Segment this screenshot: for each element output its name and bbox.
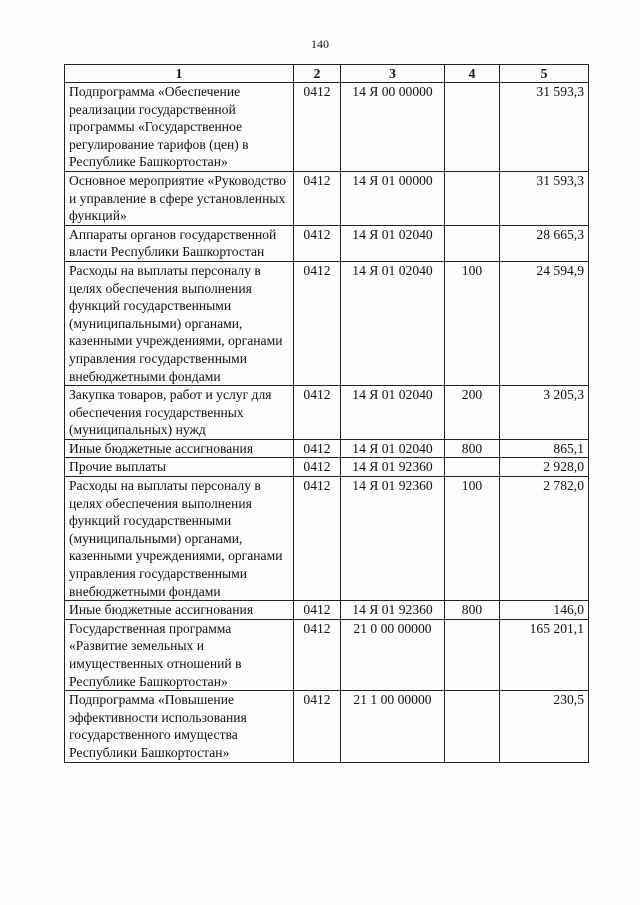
row-name: Основное мероприятие «Руководство и управление в сфере установленных функций»: [65, 171, 294, 225]
row-expense-type: [445, 619, 500, 690]
row-target-code: 14 Я 01 00000: [341, 171, 445, 225]
row-target-code: 14 Я 01 92360: [341, 601, 445, 620]
table-row: [65, 83, 589, 172]
row-section-code: 0412: [294, 458, 341, 477]
row-name: Государственная программа «Развитие земельных и имущественных отношений в Республике Башкортостан»: [65, 619, 294, 690]
row-name: Аппараты органов государственной власти Республики Башкортостан: [65, 225, 294, 261]
row-expense-type: 800: [445, 601, 500, 620]
row-target-code: 14 Я 01 92360: [341, 477, 445, 601]
row-amount: 2 782,0: [500, 477, 589, 601]
table-row: [65, 619, 589, 690]
row-target-code: 14 Я 01 02040: [341, 261, 445, 385]
row-expense-type: 100: [445, 477, 500, 601]
row-expense-type: [445, 171, 500, 225]
row-amount: 146,0: [500, 601, 589, 620]
header-col-4: 4: [445, 65, 500, 83]
row-amount: 2 928,0: [500, 458, 589, 477]
row-amount: 28 665,3: [500, 225, 589, 261]
row-amount: 31 593,3: [500, 83, 589, 172]
row-amount: 165 201,1: [500, 619, 589, 690]
row-expense-type: [445, 691, 500, 762]
row-name: Иные бюджетные ассигнования: [65, 601, 294, 620]
row-expense-type: 200: [445, 386, 500, 440]
table-row: [65, 171, 589, 225]
table-row: [65, 601, 589, 620]
row-amount: 230,5: [500, 691, 589, 762]
row-expense-type: [445, 83, 500, 172]
row-section-code: 0412: [294, 439, 341, 458]
row-name: Подпрограмма «Повышение эффективности использования государственного имущества Республики Башкортостан»: [65, 691, 294, 762]
row-name: Подпрограмма «Обеспечение реализации государственной программы «Государственное регулирование тарифов (цен) в Республике Башкортостан»: [65, 83, 294, 172]
row-amount: 31 593,3: [500, 171, 589, 225]
table-row: [65, 691, 589, 762]
table-row: [65, 439, 589, 458]
row-target-code: 14 Я 00 00000: [341, 83, 445, 172]
row-section-code: 0412: [294, 261, 341, 385]
page-number: 140: [311, 37, 329, 51]
row-section-code: 0412: [294, 386, 341, 440]
row-target-code: 14 Я 01 02040: [341, 386, 445, 440]
budget-table: [64, 64, 589, 763]
row-section-code: 0412: [294, 601, 341, 620]
row-amount: 24 594,9: [500, 261, 589, 385]
row-section-code: 0412: [294, 83, 341, 172]
row-amount: 865,1: [500, 439, 589, 458]
table-row: [65, 386, 589, 440]
header-col-1: 1: [65, 65, 294, 83]
row-section-code: 0412: [294, 225, 341, 261]
row-section-code: 0412: [294, 619, 341, 690]
row-name: Прочие выплаты: [65, 458, 294, 477]
table-row: [65, 458, 589, 477]
row-target-code: 14 Я 01 92360: [341, 458, 445, 477]
table-row: [65, 225, 589, 261]
row-name: Иные бюджетные ассигнования: [65, 439, 294, 458]
row-section-code: 0412: [294, 691, 341, 762]
table-header-row: [65, 65, 589, 83]
row-section-code: 0412: [294, 171, 341, 225]
row-expense-type: 100: [445, 261, 500, 385]
header-col-2: 2: [294, 65, 341, 83]
table-row: [65, 477, 589, 601]
row-name: Расходы на выплаты персоналу в целях обеспечения выполнения функций государственными (муниципальными) органами, казенными учреждениями, органами управления государственными внебюджетными фондами: [65, 261, 294, 385]
header-col-3: 3: [341, 65, 445, 83]
row-section-code: 0412: [294, 477, 341, 601]
header-col-5: 5: [500, 65, 589, 83]
row-amount: 3 205,3: [500, 386, 589, 440]
row-expense-type: 800: [445, 439, 500, 458]
row-expense-type: [445, 225, 500, 261]
row-target-code: 14 Я 01 02040: [341, 225, 445, 261]
table-row: [65, 261, 589, 385]
row-name: Закупка товаров, работ и услуг для обеспечения государственных (муниципальных) нужд: [65, 386, 294, 440]
row-target-code: 14 Я 01 02040: [341, 439, 445, 458]
row-name: Расходы на выплаты персоналу в целях обеспечения выполнения функций государственными (муниципальными) органами, казенными учреждениями, органами управления государственными внебюджетными фондами: [65, 477, 294, 601]
row-target-code: 21 1 00 00000: [341, 691, 445, 762]
row-target-code: 21 0 00 00000: [341, 619, 445, 690]
row-expense-type: [445, 458, 500, 477]
